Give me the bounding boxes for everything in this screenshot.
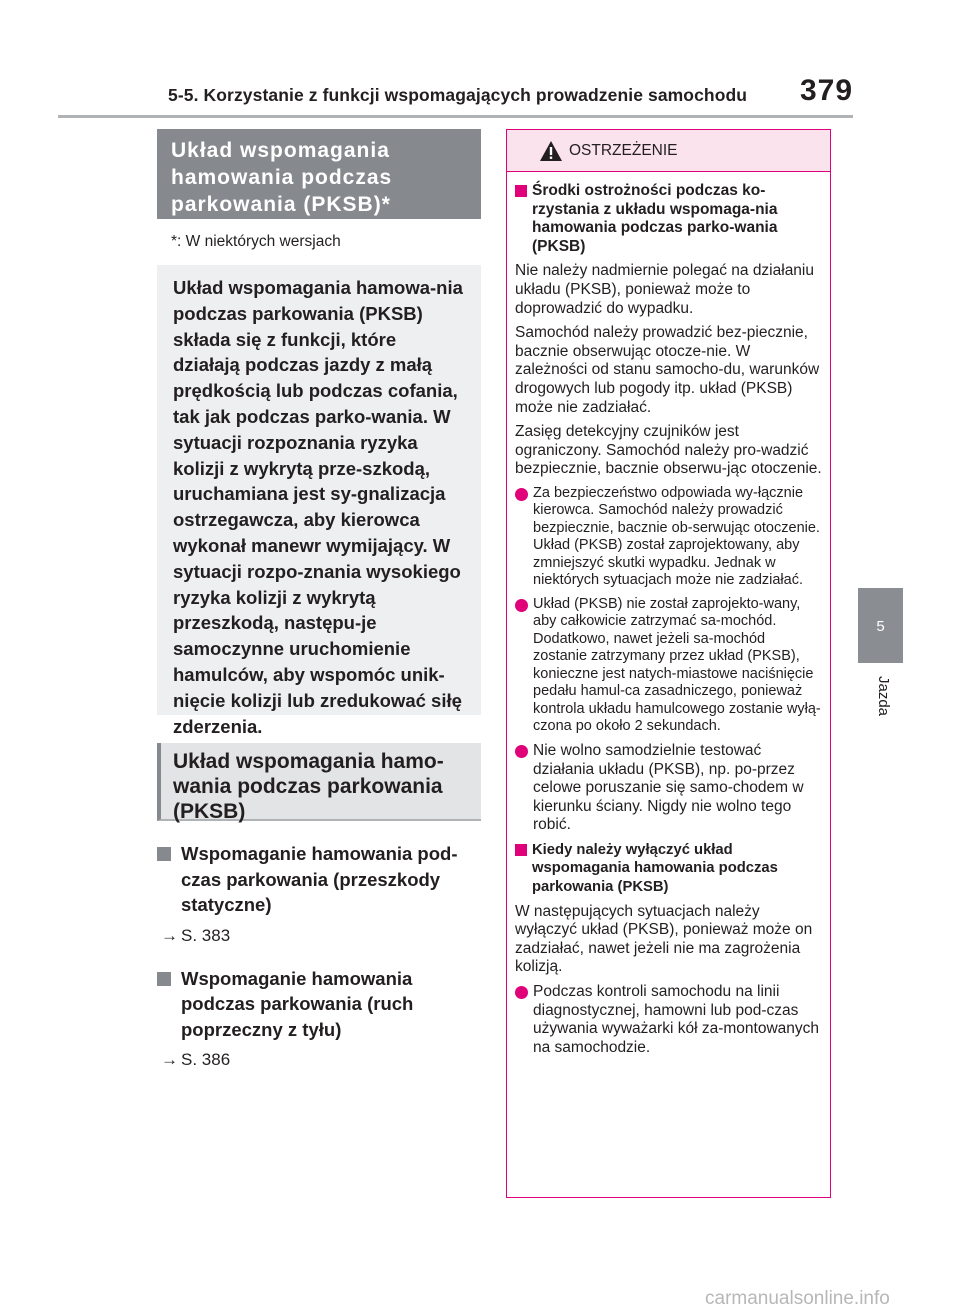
footnote: *: W niektórych wersjach bbox=[171, 233, 341, 250]
square-bullet-icon bbox=[157, 847, 171, 861]
warning-bullet-text: Układ (PKSB) nie został zaprojekto-wany, aby całkowicie zatrzymać sa-mochód. Dodatkowo, nawet jeżeli sa-mochód zostanie zatrzymany przez układ (PKSB), konieczne jest natych-miastowe naciśnięcie pedału hamul-ca zasadniczego, ponieważ kontrola układu hamulcowego zostanie wyłą-czona po około 2 sekundach. bbox=[533, 595, 821, 735]
circle-bullet-icon bbox=[515, 745, 528, 758]
page-number: 379 bbox=[800, 74, 854, 107]
square-bullet-icon bbox=[157, 972, 171, 986]
warning-subheading bbox=[515, 841, 822, 897]
main-heading: Układ wspomagania hamowania podczas parkowania (PKSB)* bbox=[157, 129, 481, 219]
square-bullet-icon bbox=[515, 844, 527, 856]
section-heading: Układ wspomagania hamo-wania podczas parkowania (PKSB) bbox=[157, 743, 481, 821]
item-title-text: Wspomaganie hamowania podczas parkowania (ruch poprzeczny z tyłu) bbox=[181, 967, 414, 1040]
arrow-right-icon: → bbox=[161, 925, 178, 945]
warning-bullet bbox=[515, 485, 822, 590]
warning-header bbox=[507, 130, 830, 172]
watermark: carmanualsonline.info bbox=[705, 1288, 890, 1309]
warning-bullet-text: Podczas kontroli samochodu na linii diagnostycznej, hamowni lub pod-czas używania wyważarki kół za-montowanych na samochodzie. bbox=[533, 983, 820, 1056]
warning-bullet bbox=[515, 742, 822, 835]
warning-subheading bbox=[515, 182, 822, 256]
page-reference-text: S. 383 bbox=[181, 925, 231, 945]
left-column bbox=[157, 129, 481, 1070]
chapter-tab bbox=[858, 588, 903, 663]
chapter-label: Jazda bbox=[875, 676, 892, 717]
circle-bullet-icon bbox=[515, 488, 528, 501]
intro-box: Układ wspomagania hamowa-nia podczas parkowania (PKSB) składa się z funkcji, które działają podczas jazdy z małą prędkością lub podczas cofania, tak jak podczas parko-wania. W sytuacji rozpoznania ryzyka kolizji z wykrytą prze-szkodą, uruchamiana jest sy-gnalizacja ostrzegawcza, aby kierowca wykonał manewr wymijający. W sytuacji rozpo-znania wysokiego ryzyka kolizji z wykrytą przeszkodą, następu-je samoczynne uruchomienie hamulców, aby wspomóc unik-nięcie kolizji lub zredukować siłę zderzenia. bbox=[157, 265, 481, 715]
warning-bullet-text: Nie wolno samodzielnie testować działania układu (PKSB), np. po-przez celowe poruszanie się samo-chodem w kierunku ściany. Nigdy nie wolno tego robić. bbox=[533, 741, 804, 834]
page-reference[interactable] bbox=[161, 926, 481, 946]
warning-paragraph: W następujących sytuacjach należy wyłączyć układ (PKSB), ponieważ może on zadziałać, nawet jeżeli nie ma zagrożenia kolizją. bbox=[515, 902, 813, 976]
warning-triangle-icon bbox=[539, 140, 563, 162]
warning-bullet-text: Za bezpieczeństwo odpowiada wy-łącznie kierowca. Samochód należy prowadzić bezpiecznie, bacznie ob-serwując otoczenie. Układ (PKSB) został zaprojektowany, aby zmniejszyć skutki wypadku. Jednak w niektórych sytuacjach może nie zadziałać. bbox=[533, 484, 820, 589]
chapter-number: 5 bbox=[876, 618, 885, 635]
item-title-text: Wspomaganie hamowania pod-czas parkowania (przeszkody statyczne) bbox=[181, 843, 458, 915]
warning-box bbox=[506, 129, 831, 1198]
warning-bullet bbox=[515, 983, 822, 1057]
running-header-title: 5-5. Korzystanie z funkcji wspomagających prowadzenie samochodu bbox=[168, 85, 748, 105]
warning-subheading-text: Środki ostrożności podczas ko-rzystania z układu wspomaga-nia hamowania podczas parko-wania (PKSB) bbox=[532, 182, 778, 255]
item-title bbox=[157, 966, 481, 1043]
arrow-right-icon: → bbox=[161, 1050, 178, 1069]
page-reference-text: S. 386 bbox=[181, 1050, 231, 1069]
warning-subheading-text: Kiedy należy wyłączyć układ wspomagania hamowania podczas parkowania (PKSB) bbox=[532, 841, 778, 896]
circle-bullet-icon bbox=[515, 986, 528, 999]
warning-paragraph: Nie należy nadmiernie polegać na działaniu układu (PKSB), ponieważ może to doprowadzić do wypadku. bbox=[515, 262, 814, 317]
warning-paragraph: Zasięg detekcyjny czujników jest ograniczony. Samochód należy pro-wadzić bezpiecznie, bacznie obserwu-jąc otoczenie. bbox=[515, 423, 822, 478]
item-title bbox=[157, 841, 481, 918]
warning-title: OSTRZEŻENIE bbox=[569, 142, 678, 159]
warning-bullet bbox=[515, 596, 822, 736]
circle-bullet-icon bbox=[515, 599, 528, 612]
square-bullet-icon bbox=[515, 185, 527, 197]
header-divider bbox=[58, 115, 853, 118]
warning-paragraph: Samochód należy prowadzić bez-piecznie, bacznie obserwując otocze-nie. W zależności od stanu samocho-du, warunków drogowych lub pogody itp. układ (PKSB) może nie zadziałać. bbox=[515, 324, 820, 416]
page-reference[interactable] bbox=[161, 1050, 481, 1070]
warning-body bbox=[507, 172, 830, 1057]
